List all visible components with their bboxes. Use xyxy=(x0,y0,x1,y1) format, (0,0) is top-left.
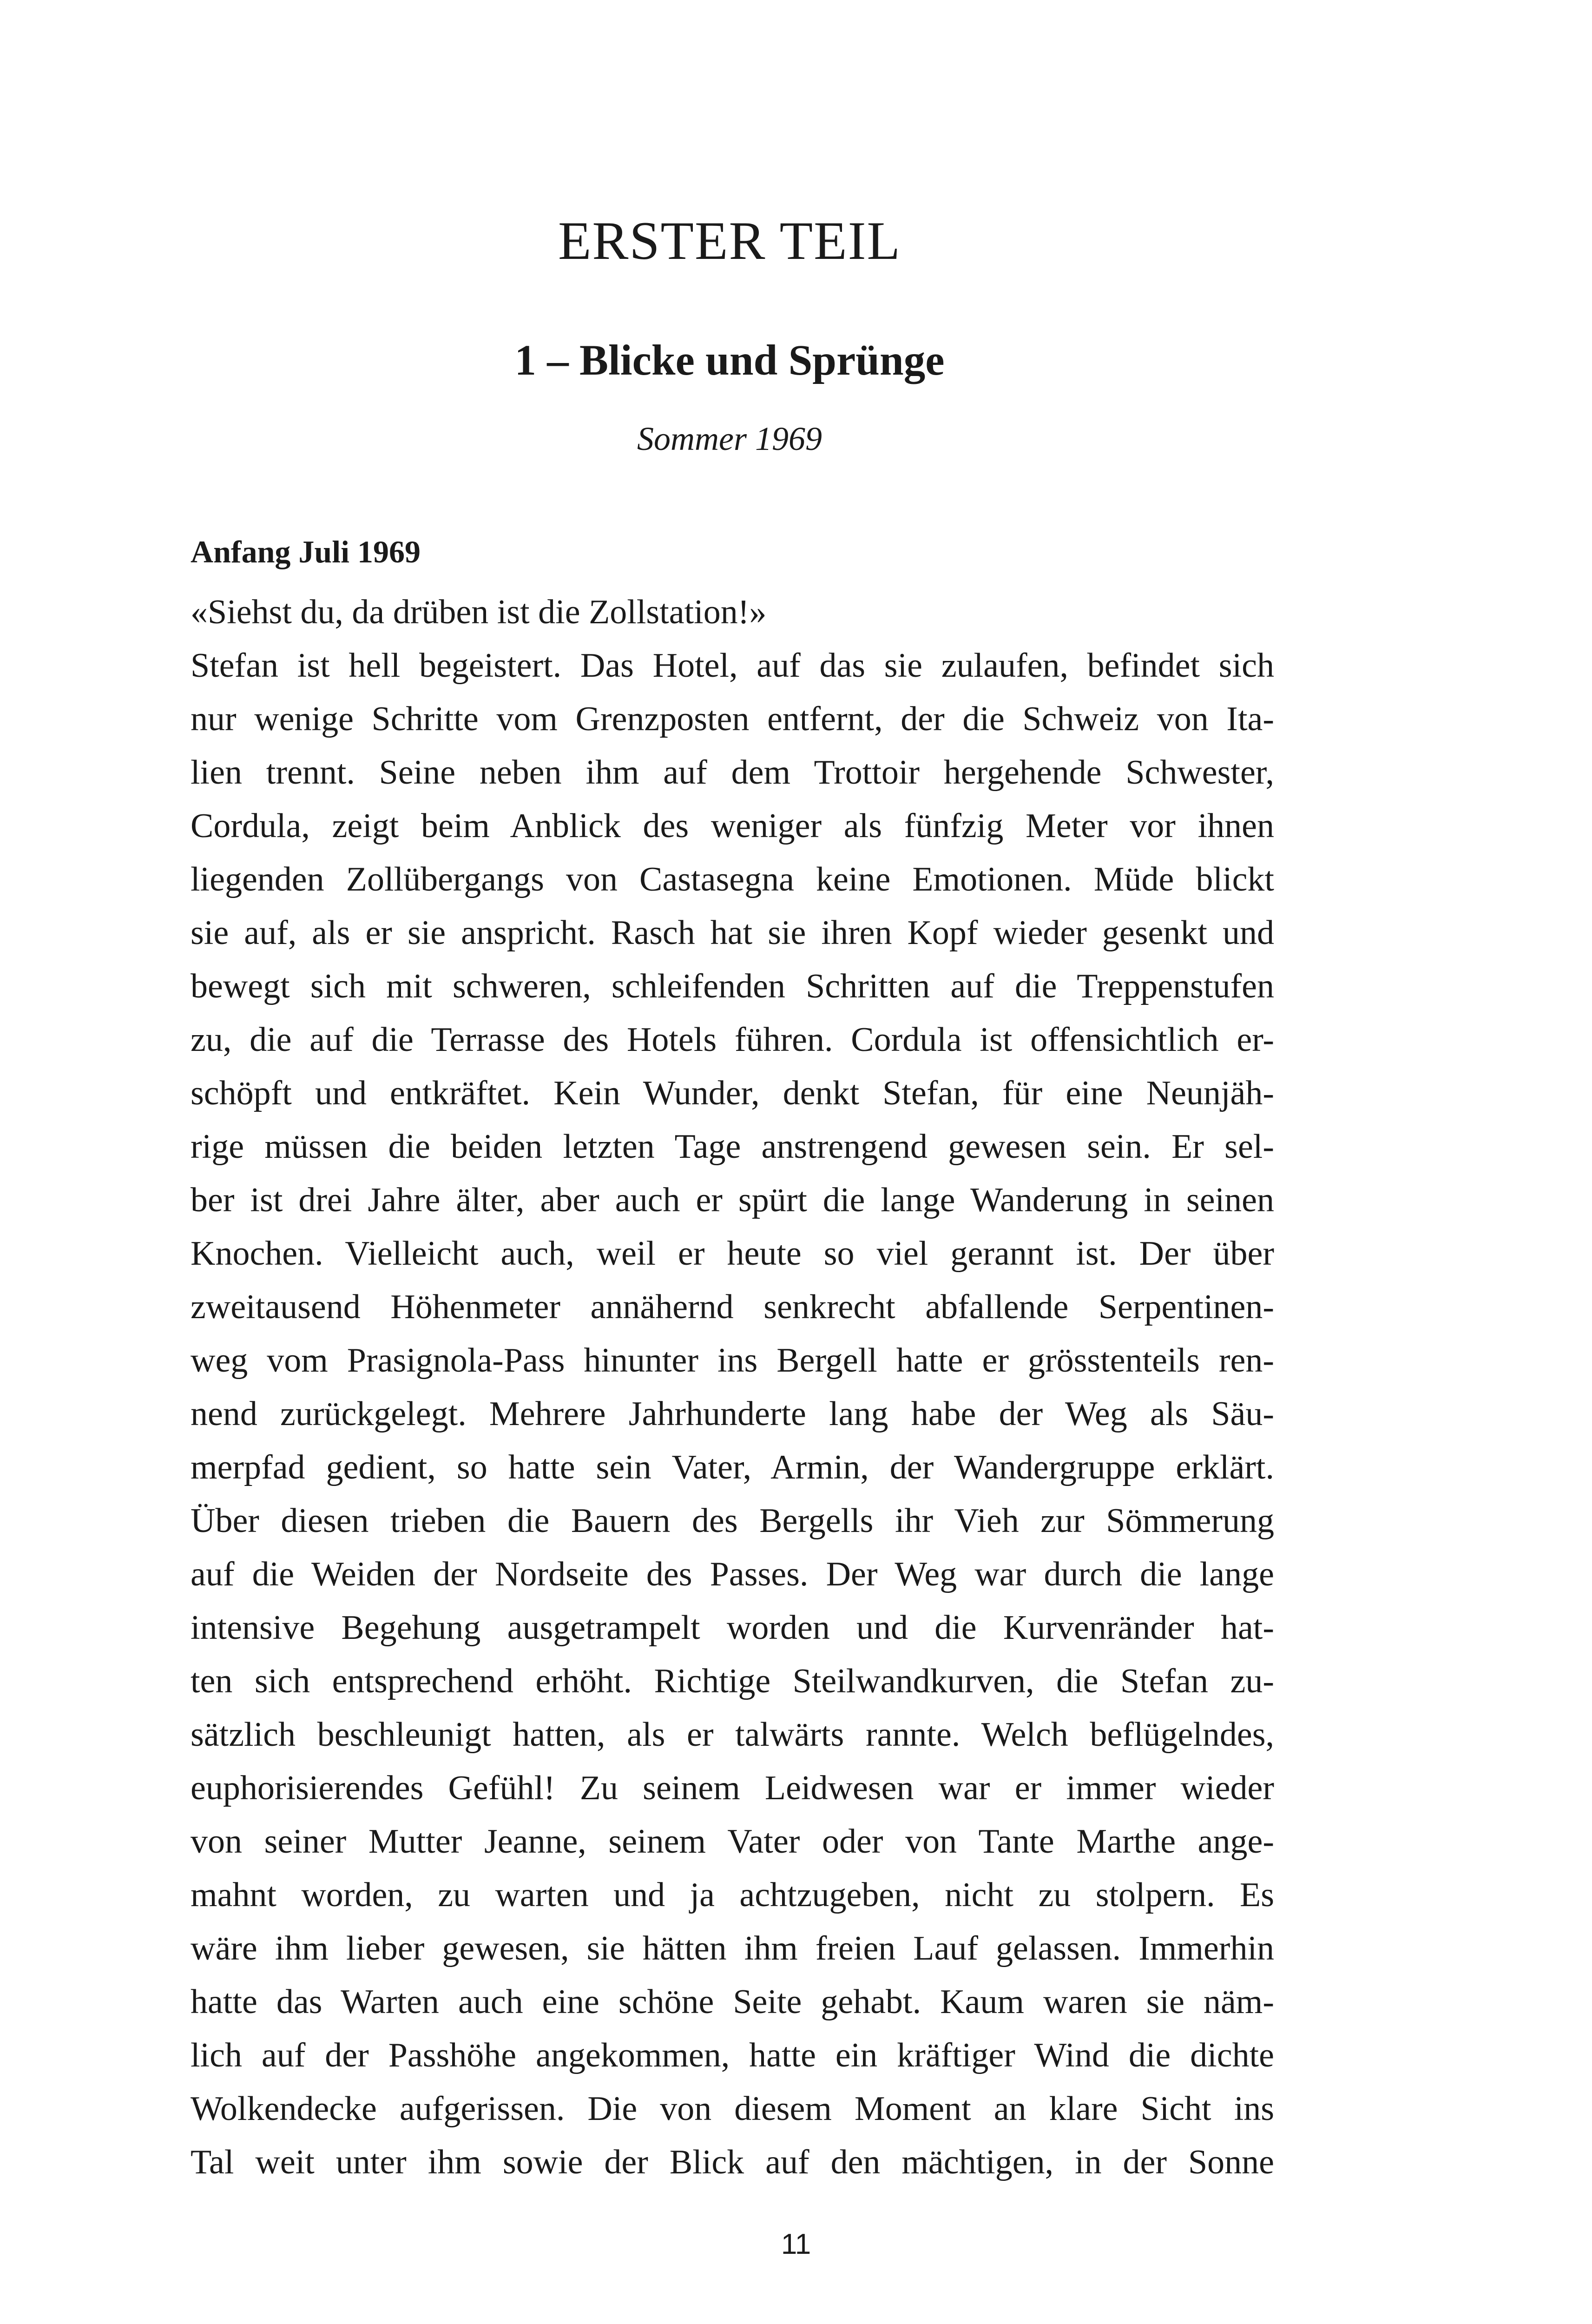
body-text xyxy=(191,586,1274,2189)
text-line: nend zurückgelegt. Mehrere Jahrhunderte lang habe der Weg als Säu- xyxy=(191,1395,1274,1433)
text-line: zweitausend Höhenmeter annähernd senkrecht abfallende Serpentinen- xyxy=(191,1288,1274,1326)
text-line: auf die Weiden der Nordseite des Passes. Der Weg war durch die lange xyxy=(191,1555,1274,1593)
text-line: Wolkendecke aufgerissen. Die von diesem Moment an klare Sicht ins xyxy=(191,2090,1274,2128)
text-line: lien trennt. Seine neben ihm auf dem Trottoir hergehende Schwester, xyxy=(191,753,1274,792)
text-line: ber ist drei Jahre älter, aber auch er spürt die lange Wanderung in seinen xyxy=(191,1181,1274,1219)
text-line: von seiner Mutter Jeanne, seinem Vater oder von Tante Marthe ange- xyxy=(191,1822,1274,1861)
text-line: sie auf, als er sie anspricht. Rasch hat sie ihren Kopf wieder gesenkt und xyxy=(191,914,1274,952)
text-line: ten sich entsprechend erhöht. Richtige Steilwandkurven, die Stefan zu- xyxy=(191,1662,1274,1700)
text-line: schöpft und entkräftet. Kein Wunder, denkt Stefan, für eine Neunjäh- xyxy=(191,1074,1274,1112)
text-line: hatte das Warten auch eine schöne Seite gehabt. Kaum waren sie näm- xyxy=(191,1983,1274,2021)
text-line: weg vom Prasignola-Pass hinunter ins Bergell hatte er grösstenteils ren- xyxy=(191,1341,1274,1380)
text-line: mahnt worden, zu warten und ja achtzugeben, nicht zu stolpern. Es xyxy=(191,1876,1274,1914)
text-line: Stefan ist hell begeistert. Das Hotel, auf das sie zulaufen, befindet sich xyxy=(191,647,1274,685)
text-line: Knochen. Vielleicht auch, weil er heute so viel gerannt ist. Der über xyxy=(191,1235,1274,1273)
text-line: wäre ihm lieber gewesen, sie hätten ihm freien Lauf gelassen. Immerhin xyxy=(191,1929,1274,1967)
part-title: ERSTER TEIL xyxy=(558,211,901,271)
page-number: 11 xyxy=(781,2228,811,2260)
text-line: nur wenige Schritte vom Grenzposten entfernt, der die Schweiz von Ita- xyxy=(191,700,1274,738)
text-line: liegenden Zollübergangs von Castasegna keine Emotionen. Müde blickt xyxy=(191,860,1274,898)
text-line: zu, die auf die Terrasse des Hotels führen. Cordula ist offensichtlich er- xyxy=(191,1021,1274,1059)
text-line: rige müssen die beiden letzten Tage anstrengend gewesen sein. Er sel- xyxy=(191,1128,1274,1166)
text-line: sätzlich beschleunigt hatten, als er talwärts rannte. Welch beflügelndes, xyxy=(191,1716,1274,1754)
text-line: «Siehst du, da drüben ist die Zollstation!» xyxy=(191,593,767,631)
text-line: Tal weit unter ihm sowie der Blick auf den mächtigen, in der Sonne xyxy=(191,2143,1274,2181)
text-line: bewegt sich mit schweren, schleifenden Schritten auf die Treppenstufen xyxy=(191,967,1274,1005)
section-heading: Anfang Juli 1969 xyxy=(191,534,421,569)
text-line: Über diesen trieben die Bauern des Bergells ihr Vieh zur Sömmerung xyxy=(191,1502,1274,1540)
chapter-title: 1 – Blicke und Sprünge xyxy=(514,337,945,384)
text-line: lich auf der Passhöhe angekommen, hatte ein kräftiger Wind die dichte xyxy=(191,2036,1274,2074)
text-line: intensive Begehung ausgetrampelt worden und die Kurvenränder hat- xyxy=(191,1609,1274,1647)
chapter-subtitle: Sommer 1969 xyxy=(637,420,822,457)
text-line: merpfad gedient, so hatte sein Vater, Armin, der Wandergruppe erklärt. xyxy=(191,1448,1274,1486)
text-line: euphorisierendes Gefühl! Zu seinem Leidwesen war er immer wieder xyxy=(191,1769,1274,1807)
text-line: Cordula, zeigt beim Anblick des weniger als fünfzig Meter vor ihnen xyxy=(191,807,1274,845)
